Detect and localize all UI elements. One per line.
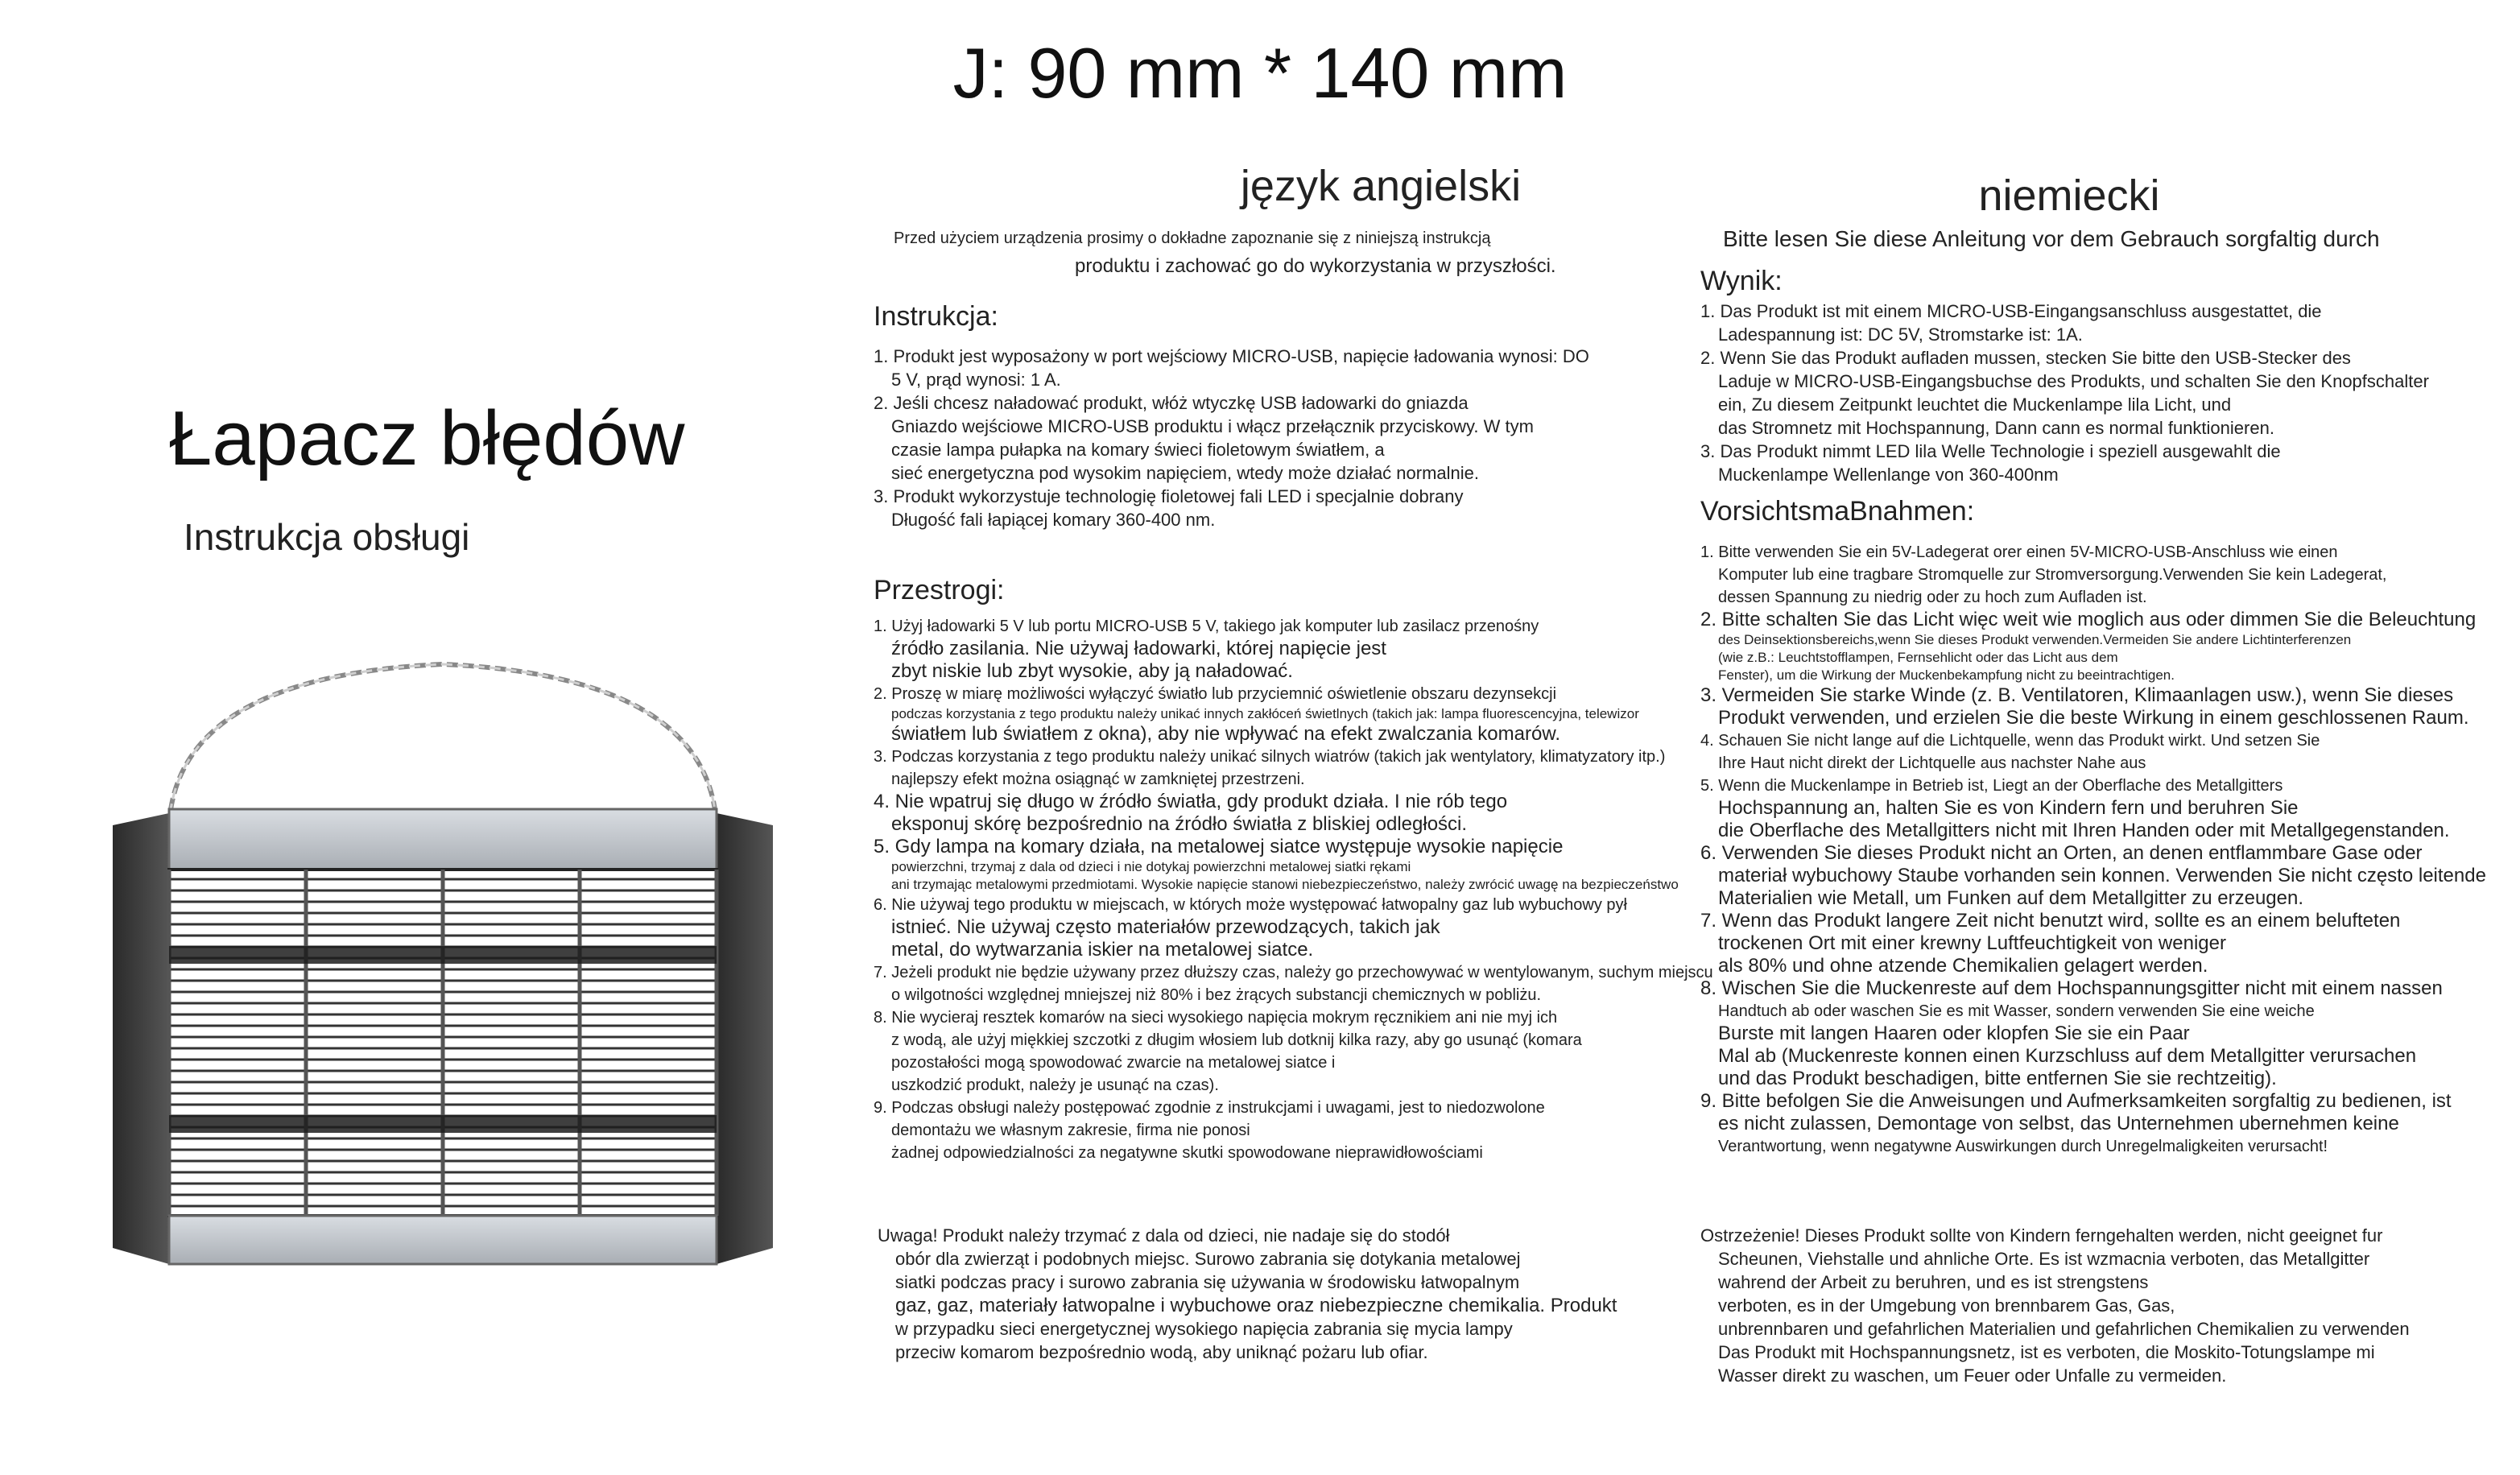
text-line: 3. Das Produkt nimmt LED lila Welle Technologie i speziell ausgewahlt die [1700, 441, 2281, 461]
text-line: 5. Wenn die Muckenlampe in Betrieb ist, Liegt an der Oberflache des Metallgitters [1700, 777, 2283, 795]
text-line: Laduje w MICRO-USB-Eingangsbuchse des Produkts, und schalten Sie den Knopfschalter [1718, 371, 2429, 391]
text-line: 7. Wenn das Produkt langere Zeit nicht benutzt wird, sollte es an einem belufteten [1700, 910, 2401, 932]
text-line: przeciw komarom bezpośrednio wodą, aby uniknąć pożaru lub ofiar. [895, 1342, 1428, 1362]
text-line: Das Produkt mit Hochspannungsnetz, ist es verboten, die Moskito-Totungslampe mi [1718, 1342, 2375, 1362]
text-line: metal, do wytwarzania iskier na metalowej siatce. [891, 939, 1314, 961]
text-line: demontażu we własnym zakresie, firma nie ponosi [891, 1122, 1250, 1139]
text-line: 1. Produkt jest wyposażony w port wejściowy MICRO-USB, napięcie ładowania wynosi: DO [874, 346, 1589, 366]
text-line: Wasser direkt zu waschen, um Feuer oder Unfalle zu vermeiden. [1718, 1366, 2227, 1386]
text-line: (wie z.B.: Leuchtstofflampen, Fernsehlicht oder das Licht aus dem [1718, 650, 2118, 665]
result-text [1700, 300, 2429, 486]
text-line: 3. Podczas korzystania z tego produktu należy unikać silnych wiatrów (takich jak wentylatory, klimatyzatory itp.) [874, 748, 1666, 766]
product-title: Łapacz błędów [169, 395, 685, 481]
text-line: Uwaga! Produkt należy trzymać z dala od dzieci, nie nadaje się do stodół [878, 1225, 1450, 1246]
text-line: dessen Spannung zu niedrig oder zu hoch zum Aufladen ist. [1718, 589, 2147, 606]
text-line: Materialien wie Metall, um Funken auf dem Metallgitter zu erzeugen. [1718, 887, 2304, 909]
text-line: Handtuch ab oder waschen Sie es mit Wasser, sondern verwenden Sie eine weiche [1718, 1002, 2315, 1020]
text-line: źródło zasilania. Nie używaj ładowarki, której napięcie jest [891, 638, 1386, 659]
text-line: 2. Proszę w miarę możliwości wyłączyć światło lub przyciemnić oświetlenie obszaru dezynsekcji [874, 685, 1557, 703]
text-line: und das Produkt beschadigen, bitte entfernen Sie sie rechtzeitig). [1718, 1068, 2277, 1089]
text-line: 1. Bitte verwenden Sie ein 5V-Ladegerat orer einen 5V-MICRO-USB-Anschluss wie einen [1700, 543, 2338, 561]
text-line: 1. Das Produkt ist mit einem MICRO-USB-Eingangsanschluss ausgestattet, die [1700, 301, 2322, 321]
polish-warning [878, 1224, 1617, 1364]
text-line: 3. Vermeiden Sie starke Winde (z. B. Ventilatoren, Klimaanlagen usw.), wenn Sie dieses [1700, 684, 2454, 706]
text-line: 9. Bitte befolgen Sie die Anweisungen und Aufmerksamkeiten sorgfaltig zu bedienen, ist [1700, 1090, 2452, 1112]
text-line: Komputer lub eine tragbare Stromquelle zur Stromversorgung.Verwenden Sie kein Ladegerat, [1718, 566, 2387, 584]
text-line: Fenster), um die Wirkung der Muckenbekampfung nicht zu beeintrachtigen. [1718, 667, 2175, 683]
text-line: Gniazdo wejściowe MICRO-USB produktu i włącz przełącznik przyciskowy. W tym [891, 416, 1534, 436]
text-line: zbyt niskie lub zbyt wysokie, aby ją naładować. [891, 660, 1293, 682]
text-line: verboten, es in der Umgebung von brennbarem Gas, Gas, [1718, 1295, 2175, 1316]
text-line: 4. Nie wpatruj się długo w źródło światła, gdy produkt działa. I nie rób tego [874, 791, 1508, 812]
text-line: pozostałości mogą spowodować zwarcie na metalowej siatce i [891, 1054, 1336, 1072]
text-line: materiał wybuchowy Staube vorhanden sein konnen. Verwenden Sie nicht często leitende [1718, 865, 2486, 886]
text-line: siatki podczas pracy i surowo zabrania się używania w środowisku łatwopalnym [895, 1272, 1520, 1292]
cautions-heading: Przestrogi: [874, 575, 1005, 605]
german-intro: Bitte lesen Sie diese Anleitung vor dem Gebrauch sorgfaltig durch [1723, 226, 2380, 251]
text-line: Burste mit langen Haaren oder klopfen Sie sie ein Paar [1718, 1023, 2190, 1044]
text-line: unbrennbaren und gefahrlichen Materialien und gefahrlichen Chemikalien zu verwenden [1718, 1319, 2410, 1339]
text-line: des Deinsektionsbereichs,wenn Sie dieses Produkt verwenden.Vermeiden Sie andere Lichtinterferenzen [1718, 632, 2352, 647]
german-warning [1700, 1224, 2410, 1387]
text-line: wahrend der Arbeit zu beruhren, und es ist strengstens [1718, 1272, 2149, 1292]
text-line: czasie lampa pułapka na komary świeci fioletowym światłem, a [891, 440, 1385, 460]
polish-intro-1: Przed użyciem urządzenia prosimy o dokładne zapoznanie się z niniejszą instrukcją [894, 229, 1491, 247]
german-heading: niemiecki [1978, 171, 2160, 220]
text-line: 2. Bitte schalten Sie das Licht więc weit wie moglich aus oder dimmen Sie die Beleuchtung [1700, 609, 2477, 630]
text-line: eksponuj skórę bezpośrednio na źródło światła z bliskiej odległości. [891, 813, 1468, 835]
text-line: 8. Nie wycieraj resztek komarów na sieci wysokiego napięcia mokrym ręcznikiem ani nie myj ich [874, 1009, 1558, 1027]
text-line: 9. Podczas obsługi należy postępować zgodnie z instrukcjami i uwagami, jest to niedozwolone [874, 1099, 1545, 1117]
instructions-heading: Instrukcja: [874, 301, 998, 332]
bug-zapper-illustration [81, 628, 805, 1272]
text-line: 2. Wenn Sie das Produkt aufladen mussen, stecken Sie bitte den USB-Stecker des [1700, 348, 2351, 368]
text-line: powierzchni, trzymaj z dala od dzieci i nie dotykaj powierzchni metalowej siatki rękami [891, 859, 1411, 874]
text-line: uszkodzić produkt, należy je usunąć na czas). [891, 1076, 1219, 1094]
text-line: es nicht zulassen, Demontage von selbst, das Unternehmen ubernehmen keine [1718, 1113, 2399, 1134]
cautions-text [874, 615, 1713, 1164]
polish-heading: język angielski [1240, 162, 1522, 210]
instructions-text [874, 345, 1589, 531]
text-line: Hochspannung an, halten Sie es von Kindern fern und beruhren Sie [1718, 797, 2299, 819]
text-line: z wodą, ale użyj miękkiej szczotki z długim włosiem lub dotknij kilka razy, aby go usunąć (komara [891, 1031, 1582, 1049]
precautions-text [1700, 541, 2486, 1158]
text-line: istnieć. Nie używaj często materiałów przewodzących, takich jak [891, 916, 1440, 938]
text-line: Ladespannung ist: DC 5V, Stromstarke ist: 1A. [1718, 324, 2083, 345]
text-line: 2. Jeśli chcesz naładować produkt, włóż wtyczkę USB ładowarki do gniazda [874, 393, 1469, 413]
text-line: 7. Jeżeli produkt nie będzie używany przez dłuższy czas, należy go przechowywać w wentylowanym, suchym miejscu [874, 964, 1713, 981]
text-line: das Stromnetz mit Hochspannung, Dann cann es normal funktionieren. [1718, 418, 2274, 438]
text-line: trockenen Ort mit einer krewny Luftfeuchtigkeit von weniger [1718, 932, 2226, 954]
text-line: Ostrzeżenie! Dieses Produkt sollte von Kindern ferngehalten werden, nicht geeignet fur [1700, 1225, 2383, 1246]
text-line: 5 V, prąd wynosi: 1 A. [891, 370, 1061, 390]
text-line: 4. Schauen Sie nicht lange auf die Lichtquelle, wenn das Produkt wirkt. Und setzen Sie [1700, 732, 2320, 750]
text-line: o wilgotności względnej mniejszej niż 80% i bez żrących substancji chemicznych w pobliżu. [891, 986, 1542, 1004]
result-heading: Wynik: [1700, 266, 1783, 296]
text-line: ein, Zu diesem Zeitpunkt leuchtet die Muckenlampe lila Licht, und [1718, 395, 2232, 415]
text-line: żadnej odpowiedzialności za negatywne skutki spowodowane nieprawidłowościami [891, 1144, 1483, 1162]
text-line: Ihre Haut nicht direkt der Lichtquelle aus nachster Nahe aus [1718, 754, 2146, 772]
text-line: Długość fali łapiącej komary 360-400 nm. [891, 510, 1216, 530]
text-line: Produkt verwenden, und erzielen Sie die beste Wirkung in einem geschlossenen Raum. [1718, 707, 2469, 729]
text-line: 5. Gdy lampa na komary działa, na metalowej siatce występuje wysokie napięcie [874, 836, 1564, 857]
text-line: Scheunen, Viehstalle und ahnliche Orte. Es ist wzmacnia verboten, das Metallgitter [1718, 1249, 2370, 1269]
text-line: 6. Nie używaj tego produktu w miejscach, w których może występować łatwopalny gaz lub wybuchowy pył [874, 896, 1627, 914]
text-line: 3. Produkt wykorzystuje technologię fioletowej fali LED i specjalnie dobrany [874, 486, 1464, 506]
text-line: 8. Wischen Sie die Muckenreste auf dem Hochspannungsgitter nicht mit einem nassen [1700, 977, 2443, 999]
dimensions-heading: J: 90 mm * 140 mm [952, 33, 1568, 113]
text-line: obór dla zwierząt i podobnych miejsc. Surowo zabrania się dotykania metalowej [895, 1249, 1521, 1269]
text-line: gaz, gaz, materiały łatwopalne i wybuchowe oraz niebezpieczne chemikalia. Produkt [895, 1295, 1617, 1316]
text-line: ani trzymając metalowymi przedmiotami. Wysokie napięcie stanowi niebezpieczeństwo, należy zwrócić uwagę na bezpieczeństwo [891, 877, 1679, 892]
text-line: 1. Użyj ładowarki 5 V lub portu MICRO-USB 5 V, takiego jak komputer lub zasilacz przenośny [874, 618, 1539, 635]
text-line: Verantwortung, wenn negatywne Auswirkungen durch Unregelmaligkeiten verursacht! [1718, 1138, 2328, 1155]
text-line: Muckenlampe Wellenlange von 360-400nm [1718, 465, 2059, 485]
text-line: światłem lub światłem z okna), aby nie wpływać na efekt zwalczania komarów. [891, 723, 1561, 745]
text-line: sieć energetyczna pod wysokim napięciem, wtedy może działać normalnie. [891, 463, 1480, 483]
text-line: podczas korzystania z tego produktu należy unikać innych zakłóceń świetlnych (takich jak: lampa fluorescencyjna, telewizor [891, 706, 1639, 721]
text-line: Mal ab (Muckenreste konnen einen Kurzschluss auf dem Metallgitter verursachen [1718, 1045, 2417, 1067]
text-line: najlepszy efekt można osiągnąć w zamkniętej przestrzeni. [891, 771, 1305, 788]
precautions-heading: VorsichtsmaBnahmen: [1700, 496, 1975, 527]
text-line: die Oberflache des Metallgitters nicht mit Ihren Handen oder mit Metallgegenstanden. [1718, 820, 2450, 841]
polish-intro-2: produktu i zachować go do wykorzystania w przyszłości. [1075, 255, 1556, 277]
text-line: als 80% und ohne atzende Chemikalien gelagert werden. [1718, 955, 2208, 977]
text-line: w przypadku sieci energetycznej wysokiego napięcia zabrania się mycia lampy [895, 1319, 1513, 1339]
manual-subtitle: Instrukcja obsługi [184, 516, 470, 558]
text-line: 6. Verwenden Sie dieses Produkt nicht an Orten, an denen entflammbare Gase oder [1700, 842, 2423, 864]
